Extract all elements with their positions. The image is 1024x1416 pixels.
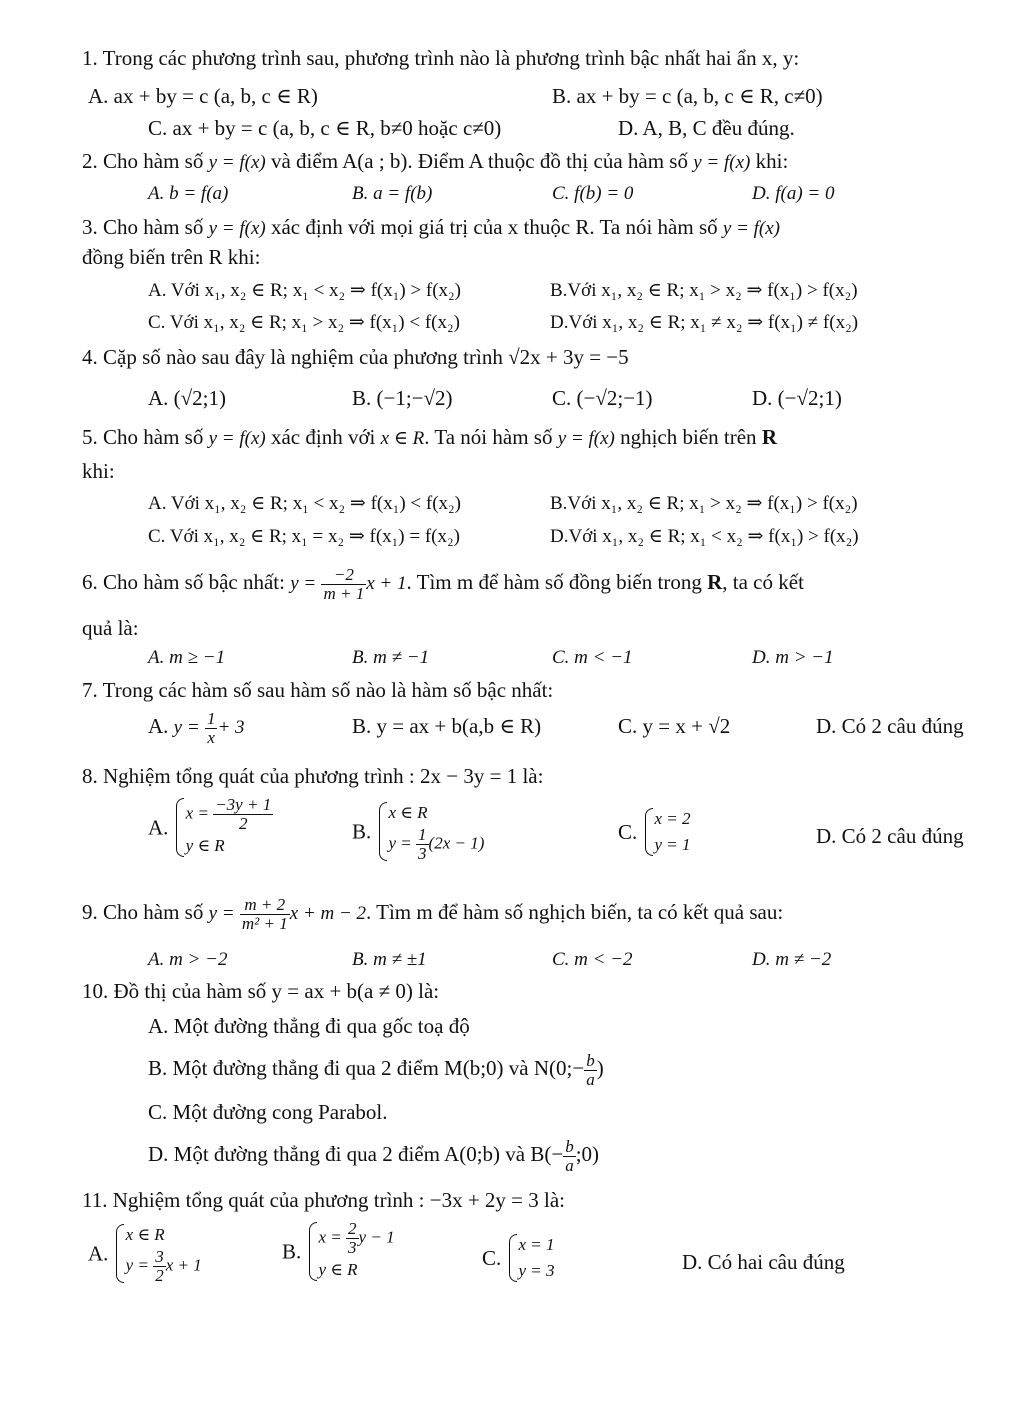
q11-option-a: A. x ∈ R y = $\frac{3}{2}$ x + 1 — [88, 1222, 202, 1285]
q4-option-d: D. (−√2;1) — [752, 386, 842, 410]
q3-option-c: C. Với x₁, x₂ ∈ R; x₁ > x₂ ⇒ f(x₁) < f(x₂) — [148, 312, 460, 333]
q8-option-a: A. x = $\frac{-3y + 1}{2}$ y ∈ R — [148, 796, 273, 859]
q9-text: 9. Cho hàm số y = $\frac{m + 2}{\text{m² + 1}}$ x + m − 2. Tìm m để hàm số nghịch biến, ta có kết quả sau: — [82, 894, 784, 933]
q6-text: 6. Cho hàm số bậc nhất: y = $\frac{-2}{m + 1}$ x + 1. Tìm m để hàm số đồng biến trong R, ta có kết — [82, 564, 804, 603]
q6-option-d: D. m > −1 — [752, 647, 834, 668]
q5-text: 5. Cho hàm số y = f(x) xác định với x ∈ R. Ta nói hàm số y = f(x) nghịch biến trên R — [82, 425, 777, 449]
q1-text: 1. Trong các phương trình sau, phương trình nào là phương trình bậc nhất hai ẩn x, y: — [82, 46, 800, 70]
q8-text: 8. Nghiệm tổng quát của phương trình : 2x − 3y = 1 là: — [82, 764, 544, 788]
q3-option-b: B.Với x₁, x₂ ∈ R; x₁ > x₂ ⇒ f(x₁) > f(x₂) — [550, 280, 858, 301]
q11-text: 11. Nghiệm tổng quát của phương trình : −3x + 2y = 3 là: — [82, 1188, 566, 1212]
q8-option-d: D. Có 2 câu đúng — [816, 824, 964, 848]
q8-option-b: B. x ∈ R y = $\frac{1}{3}$ (2x − 1) — [352, 800, 484, 863]
q1-option-a: A. ax + by = c (a, b, c ∈ R) — [88, 84, 318, 108]
q3-text: 3. Cho hàm số y = f(x) xác định với mọi giá trị của x thuộc R. Ta nói hàm số y = f(x) — [82, 215, 781, 239]
q1-option-c: C. ax + by = c (a, b, c ∈ R, b≠0 hoặc c≠0) — [148, 116, 502, 140]
q3-option-a: A. Với x₁, x₂ ∈ R; x₁ < x₂ ⇒ f(x₁) > f(x₂) — [148, 280, 461, 301]
q8-option-c: C. x = 2 y = 1 — [618, 806, 691, 858]
q6-option-b: B. m ≠ −1 — [352, 647, 430, 668]
q4-option-b: B. (−1;−√2) — [352, 386, 453, 410]
q7-text: 7. Trong các hàm số sau hàm số nào là hàm số bậc nhất: — [82, 678, 554, 702]
q5-option-a: A. Với x₁, x₂ ∈ R; x₁ < x₂ ⇒ f(x₁) < f(x₂) — [148, 493, 461, 514]
q10-option-c: C. Một đường cong Parabol. — [148, 1100, 388, 1124]
q7-option-b: B. y = ax + b(a,b ∈ R) — [352, 714, 542, 738]
q7-option-c: C. y = x + √2 — [618, 714, 731, 738]
q9-option-c: C. m < −2 — [552, 949, 633, 970]
q2-text: 2. Cho hàm số y = f(x) và điểm A(a ; b). Điểm A thuộc đồ thị của hàm số y = f(x) khi: — [82, 149, 789, 173]
q3-option-d: D.Với x₁, x₂ ∈ R; x₁ ≠ x₂ ⇒ f(x₁) ≠ f(x₂) — [550, 312, 859, 333]
q9-option-a: A. m > −2 — [148, 949, 228, 970]
q10-text: 10. Đồ thị của hàm số y = ax + b(a ≠ 0) là: — [82, 979, 440, 1003]
q1-option-d: D. A, B, C đều đúng. — [618, 116, 795, 140]
q4-option-a: A. (√2;1) — [148, 386, 227, 410]
q5-option-d: D.Với x₁, x₂ ∈ R; x₁ < x₂ ⇒ f(x₁) > f(x₂) — [550, 526, 859, 547]
q5-option-c: C. Với x₁, x₂ ∈ R; x₁ = x₂ ⇒ f(x₁) = f(x₂) — [148, 526, 460, 547]
q2-option-c: C. f(b) = 0 — [552, 183, 634, 204]
q10-option-b: B. Một đường thẳng đi qua 2 điểm M(b;0) và N(0;− $\frac{b}{a}$ ) — [148, 1050, 604, 1089]
q10-option-a: A. Một đường thẳng đi qua gốc toạ độ — [148, 1014, 470, 1038]
q1-option-b: B. ax + by = c (a, b, c ∈ R, c≠0) — [552, 84, 823, 108]
q6-option-c: C. m < −1 — [552, 647, 633, 668]
q4-option-c: C. (−√2;−1) — [552, 386, 653, 410]
q11-option-c: C. x = 1 y = 3 — [482, 1232, 555, 1284]
q2-option-b: B. a = f(b) — [352, 183, 433, 204]
q6-option-a: A. m ≥ −1 — [148, 647, 226, 668]
q6-text-line2: quả là: — [82, 616, 139, 640]
q2-option-a: A. b = f(a) — [148, 183, 229, 204]
q9-option-d: D. m ≠ −2 — [752, 949, 832, 970]
q4-text: 4. Cặp số nào sau đây là nghiệm của phương trình √2x + 3y = −5 — [82, 345, 629, 369]
q10-option-d: D. Một đường thẳng đi qua 2 điểm A(0;b) và B(− $\frac{b}{a}$ ;0) — [148, 1136, 600, 1175]
q11-option-b: B. x = $\frac{2}{3}$ y − 1 y ∈ R — [282, 1220, 395, 1283]
q3-text-line2: đồng biến trên R khi: — [82, 245, 261, 269]
q5-text-line2: khi: — [82, 459, 115, 483]
q9-option-b: B. m ≠ ±1 — [352, 949, 427, 970]
q7-option-a: A. y = $\frac{1}{x}$ + 3 — [148, 708, 245, 747]
q2-option-d: D. f(a) = 0 — [752, 183, 835, 204]
q7-option-d: D. Có 2 câu đúng — [816, 714, 964, 738]
q11-option-d: D. Có hai câu đúng — [682, 1250, 845, 1274]
q5-option-b: B.Với x₁, x₂ ∈ R; x₁ > x₂ ⇒ f(x₁) > f(x₂) — [550, 493, 858, 514]
